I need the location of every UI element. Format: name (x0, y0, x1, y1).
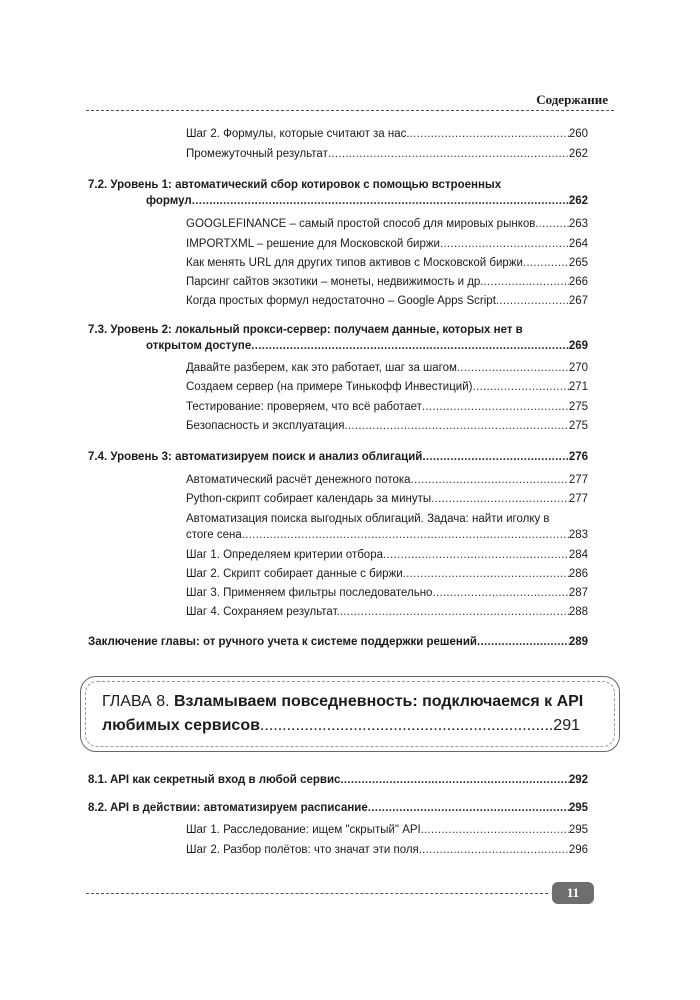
toc-entry-title: 8.1. API как секретный вход в любой сервис (88, 774, 341, 786)
section-7-4-title[interactable] (88, 450, 588, 464)
toc-entry-page: 265 (568, 257, 588, 269)
chapter-8-page: 291 (553, 717, 580, 734)
toc-entry-title: Заключение главы: от ручного учета к системе поддержки решений (88, 636, 477, 648)
toc-entry-page: 295 (568, 824, 588, 836)
toc-entry[interactable] (186, 567, 588, 581)
page-header-title: Содержание (536, 92, 608, 107)
toc-entry-title: Тестирование: проверяем, что всё работает (186, 401, 422, 413)
toc-entry-title: стоге сена (186, 529, 242, 541)
toc-entry-title: Парсинг сайтов экзотики – монеты, недвижимость и др. (186, 276, 484, 288)
toc-entry-title: Как менять URL для других типов активов с Московской биржи (186, 257, 523, 269)
footer-divider (86, 893, 548, 894)
toc-entry-page: 262 (568, 195, 588, 207)
toc-entry[interactable] (186, 380, 588, 394)
toc-entry[interactable] (186, 361, 588, 375)
toc-entry-page: 296 (568, 844, 588, 856)
toc-entry[interactable] (186, 419, 588, 433)
toc-entry-page: 287 (568, 587, 588, 599)
toc-entry-page: 276 (568, 451, 588, 463)
toc-entry[interactable] (186, 528, 588, 542)
toc-entry[interactable] (186, 127, 588, 141)
toc-entry-page: 292 (568, 774, 588, 786)
section-7-2-title-cont[interactable] (146, 194, 588, 208)
toc-entry-page: 295 (568, 802, 588, 814)
chapter-8-title: Взламываем повседневность: подключаемся к API (173, 693, 584, 710)
toc-entry-title: Когда простых формул недостаточно – Google Apps Script (186, 295, 496, 307)
toc-entry[interactable] (186, 237, 588, 251)
toc-entry-title: Автоматический расчёт денежного потока (186, 474, 411, 486)
toc-entry-title: IMPORTXML – решение для Московской биржи (186, 238, 440, 250)
toc-entry-title: формул (146, 195, 192, 207)
toc-entry[interactable] (186, 147, 588, 161)
toc-entry-page: 288 (568, 606, 588, 618)
toc-entry-title: Безопасность и эксплуатация (186, 420, 345, 432)
toc-entry[interactable] (186, 217, 588, 231)
toc-entry-page: 269 (568, 340, 588, 352)
section-8-2-title[interactable] (88, 801, 588, 815)
toc-entry-title: Шаг 1. Расследование: ищем "скрытый" API. (186, 824, 424, 836)
toc-entry-page: 277 (568, 474, 588, 486)
chapter-8-title-cont: любимых сервисов (102, 717, 260, 734)
toc-entry-page: 277 (568, 493, 588, 505)
toc-entry[interactable] (186, 843, 588, 857)
section-7-2-title[interactable]: 7.2. Уровень 1: автоматический сбор котировок с помощью встроенных (88, 179, 502, 191)
toc-entry-title: Шаг 2. Скрипт собирает данные с биржи (186, 568, 403, 580)
toc-entry-page: 284 (568, 549, 588, 561)
toc-entry-title: Шаг 2. Разбор полётов: что значат эти поля. (186, 844, 422, 856)
toc-entry-title: Шаг 4. Сохраняем результат. (186, 606, 340, 618)
toc-entry[interactable] (186, 605, 588, 619)
section-7-3-title[interactable]: 7.3. Уровень 2: локальный прокси-сервер: получаем данные, которых нет в (88, 324, 523, 336)
toc-entry[interactable] (186, 294, 588, 308)
toc-entry-title: Создаем сервер (на примере Тинькофф Инвестиций) (186, 381, 473, 393)
toc-entry-page: 283 (568, 529, 588, 541)
toc-entry-title: GOOGLEFINANCE – самый простой способ для мировых рынков. (186, 218, 539, 230)
chapter-8-heading[interactable] (102, 692, 583, 712)
chapter-8-heading-cont[interactable] (102, 716, 580, 736)
toc-entry-title: Давайте разберем, как это работает, шаг за шагом (186, 362, 457, 374)
toc-entry[interactable] (186, 492, 588, 506)
section-8-1-title[interactable] (88, 773, 588, 787)
toc-entry-page: 267 (568, 295, 588, 307)
page-number-badge: 11 (552, 882, 594, 904)
header-divider (86, 110, 614, 111)
toc-entry[interactable] (186, 823, 588, 837)
chapter-conclusion[interactable] (88, 635, 588, 649)
chapter-8-label: ГЛАВА 8. (102, 693, 174, 710)
section-7-3-title-cont[interactable] (146, 339, 588, 353)
toc-entry-title: Python-скрипт собирает календарь за минуты (186, 493, 432, 505)
toc-entry-page: 270 (568, 362, 588, 374)
toc-entry-page: 286 (568, 568, 588, 580)
toc-entry[interactable] (186, 586, 588, 600)
toc-entry-title: Шаг 2. Формулы, которые считают за нас. (186, 128, 410, 140)
toc-entry-page: 264 (568, 238, 588, 250)
toc-entry-title: Промежуточный результат (186, 148, 328, 160)
toc-entry[interactable] (186, 400, 588, 414)
toc-entry[interactable] (186, 473, 588, 487)
toc-entry-title: открытом доступе (146, 340, 252, 352)
toc-entry-page: 260 (568, 128, 588, 140)
chapter-8-frame (80, 676, 620, 752)
toc-entry[interactable] (186, 256, 588, 270)
toc-entry-page: 263 (568, 218, 588, 230)
toc-entry[interactable] (186, 548, 588, 562)
toc-entry-page: 266 (568, 276, 588, 288)
toc-entry-title: Шаг 3. Применяем фильтры последовательно (186, 587, 433, 599)
toc-entry-title: 8.2. API в действии: автоматизируем расписание (88, 802, 368, 814)
toc-entry-title: Шаг 1. Определяем критерии отбора (186, 549, 383, 561)
toc-entry-title: 7.4. Уровень 3: автоматизируем поиск и анализ облигаций (88, 451, 423, 463)
toc-entry-page: 289 (568, 636, 588, 648)
toc-entry-page: 262 (568, 148, 588, 160)
toc-entry[interactable] (186, 275, 588, 289)
toc-entry-wrap[interactable]: Автоматизация поиска выгодных облигаций. Задача: найти иголку в (186, 513, 550, 525)
toc-entry-page: 271 (568, 381, 588, 393)
toc-entry-page: 275 (568, 420, 588, 432)
toc-entry-page: 275 (568, 401, 588, 413)
